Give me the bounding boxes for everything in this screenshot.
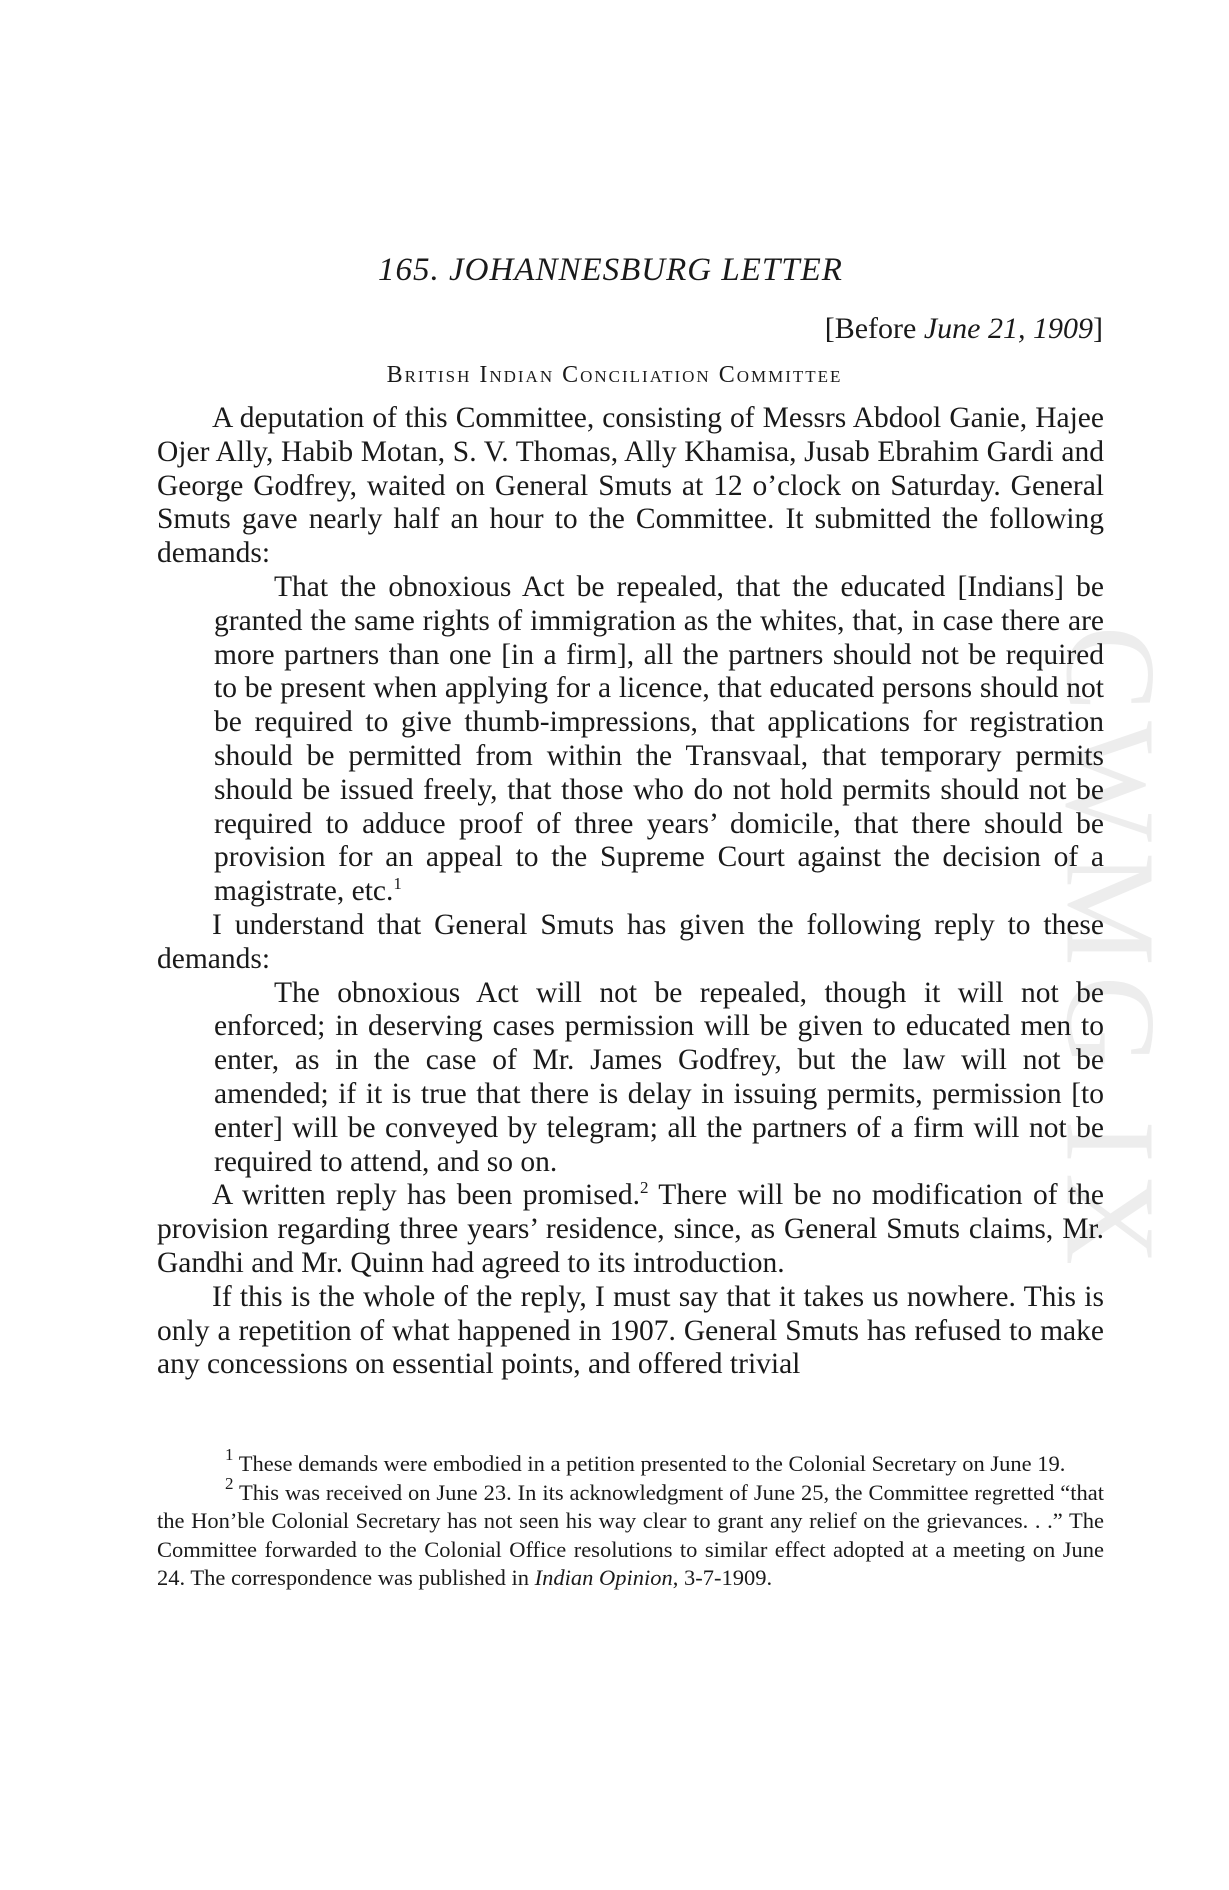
body-text (157, 402, 1104, 1382)
date-italic: June 21, 1909 (923, 312, 1093, 345)
footnote-1-number: 1 (225, 1445, 234, 1464)
paragraph-3-start: A written reply has been promised. (212, 1179, 640, 1212)
footnote-ref-2: 2 (639, 1178, 649, 1198)
footnote-2-publication: Indian Opinion (534, 1565, 673, 1590)
date-suffix: ] (1093, 312, 1103, 345)
footnote-1 (157, 1445, 1104, 1479)
footnote-1-text: These demands were embodied in a petition presented to the Colonial Secretary on June 19. (233, 1451, 1066, 1476)
footnote-2-number: 2 (225, 1473, 234, 1493)
paragraph-1: A deputation of this Committee, consisting of Messrs Abdool Ganie, Hajee Ojer Ally, Habib Motan, S. V. Thomas, Ally Khamisa, Jusab Ebrahim Gardi and George Godfrey, waited on General Smuts at 12 o’clock on Saturday. General Smuts gave nearly half an hour to the Committee. It submitted the following demands: (157, 402, 1104, 570)
watermark-text: CWMG IX (1039, 625, 1182, 1275)
paragraph-3-rest: There will be no modification of the provision regarding three years’ residence, since, as General Smuts claims, Mr. Gandhi and Mr. Quinn had agreed to its introduction. (157, 1179, 1104, 1279)
page-title: 165. JOHANNESBURG LETTER (378, 252, 843, 288)
date-prefix: [Before (824, 312, 924, 345)
footnote-ref-1: 1 (393, 874, 402, 894)
footnote-2 (157, 1473, 1104, 1593)
footnote-2-text: This was received on June 23. In its acknowledgment of June 25, the Committee regretted “that the Hon’ble Colonial Secretary has not seen his way clear to grant any relief on the grievances. . .” The Committee forwarded to the Colonial Office resolutions to similar effect adopted at a meeting on June 24. The correspondence was published in (157, 1479, 1104, 1590)
paragraph-3 (157, 1179, 1104, 1280)
quote-demands-text: That the obnoxious Act be repealed, that the educated [Indians] be granted the same rights of immigration as the whites, that, in case there are more partners than one [in a firm], all the partners should not be required to be present when applying for a licence, that educated persons should not be required to give thumb-impressions, that applications for registration should be permitted from within the Transvaal, that temporary permits should be issued freely, that those who do not hold permits should not be required to adduce proof of three years’ domicile, that there should be provision for an appeal to the Supreme Court against the decision of a magistrate, etc. (214, 570, 1104, 908)
section-subtitle: British Indian Conciliation Committee (386, 362, 843, 388)
paragraph-2: I understand that General Smuts has given the following reply to these demands: (157, 908, 1104, 975)
quote-reply: The obnoxious Act will not be repealed, though it will not be enforced; in deserving cases permission will be given to educated men to enter, as in the case of Mr. James Godfrey, but the law will not be amended; if it is true that there is delay in issuing permits, permission [to enter] will be conveyed by telegram; all the partners of a firm will not be required to attend, and so on. (214, 976, 1104, 1178)
quote-demands (214, 571, 1104, 909)
footnotes (157, 1445, 1104, 1593)
date-line (825, 312, 1103, 346)
footnote-2-end: , 3-7-1909. (672, 1565, 773, 1590)
paragraph-4: If this is the whole of the reply, I must say that it takes us nowhere. This is only a repetition of what happened in 1907. General Smuts has refused to make any concessions on essential points, and offered trivial (157, 1280, 1104, 1381)
